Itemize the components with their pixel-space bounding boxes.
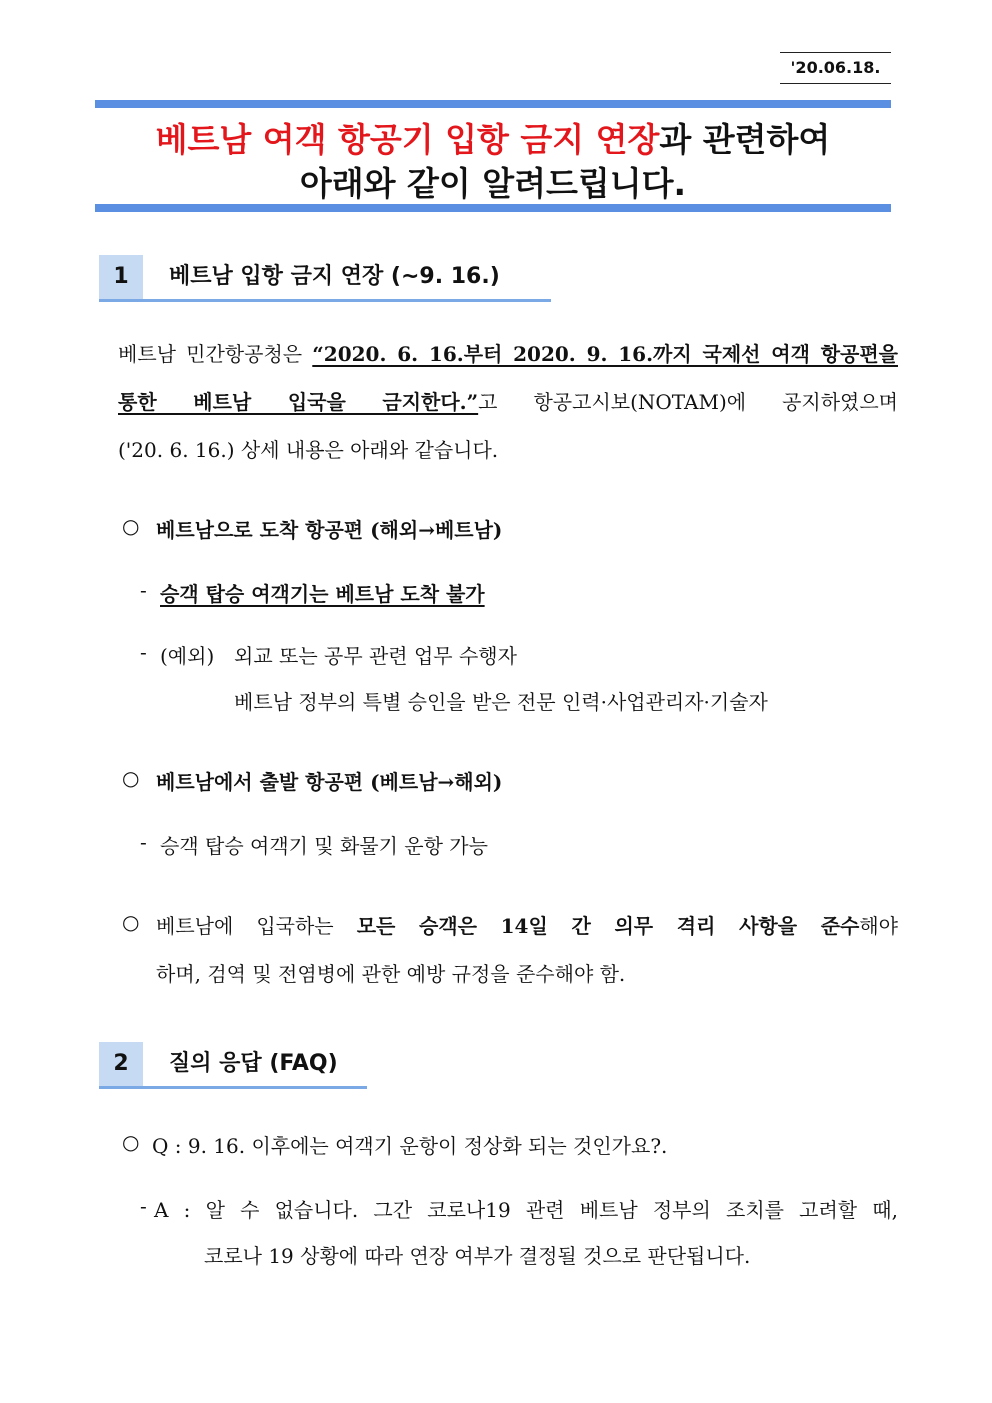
section2-title: 질의 응답 (FAQ) xyxy=(169,1051,338,1076)
intro-line1 xyxy=(118,338,898,367)
arrival-item2-dash: - xyxy=(140,640,147,664)
departure-heading: 베트남에서 출발 항공편 (베트남→해외) xyxy=(156,770,503,794)
arrival-item2-label: (예외) xyxy=(160,644,215,668)
arrival-item1-dash: - xyxy=(140,578,147,602)
section2-header xyxy=(99,1042,367,1086)
departure-item1: 승객 탑승 여객기 및 화물기 운항 가능 xyxy=(160,834,488,858)
faq-answer-dash: - xyxy=(140,1194,147,1218)
arrival-item2-line2: 베트남 정부의 특별 승인을 받은 전문 인력·사업관리자·기술자 xyxy=(234,690,768,714)
section1-header xyxy=(99,255,551,299)
section1-title: 베트남 입항 금지 연장 (~9. 16.) xyxy=(169,264,500,289)
title-bottom-rule xyxy=(95,204,891,212)
faq-answer-line1: A : 알 수 없습니다. 그간 코로나19 관련 베트남 정부의 조치를 고려할 때, xyxy=(154,1198,898,1222)
arrival-item2-line1: 외교 또는 공무 관련 업무 수행자 xyxy=(234,644,517,668)
section2-underline xyxy=(99,1086,367,1089)
title-top-rule xyxy=(95,100,891,108)
quarantine-emphasis: 모든 승객은 14일 간 의무 격리 사항을 준수 xyxy=(356,914,860,938)
arrival-bullet: ○ xyxy=(122,514,140,538)
intro-line2 xyxy=(118,386,898,415)
section2-number: 2 xyxy=(99,1042,143,1086)
quarantine-tail: 해야 xyxy=(859,914,898,938)
title-line2: 아래와 같이 알려드립니다. xyxy=(299,164,687,203)
document-date: '20.06.18. xyxy=(780,52,891,84)
departure-bullet: ○ xyxy=(122,766,140,790)
faq-answer-line2: 코로나 19 상황에 따라 연장 여부가 결정될 것으로 판단됩니다. xyxy=(204,1244,751,1268)
intro-lead: 베트남 민간항공청은 xyxy=(118,342,313,366)
title-highlight: 베트남 여객 항공기 입항 금지 연장 xyxy=(155,120,660,159)
faq-question-bullet: ○ xyxy=(122,1130,140,1154)
quarantine-line2: 하며, 검역 및 전염병에 관한 예방 규정을 준수해야 함. xyxy=(156,962,626,986)
intro-line3: ('20. 6. 16.) 상세 내용은 아래와 같습니다. xyxy=(118,438,499,462)
quarantine-bullet: ○ xyxy=(122,910,140,934)
intro-quote-part2: 통한 베트남 입국을 금지한다.” xyxy=(118,390,479,414)
quarantine-lead: 베트남에 입국하는 xyxy=(156,914,357,938)
title-line1-rest: 과 관련하여 xyxy=(659,120,831,159)
quarantine-line1 xyxy=(156,910,898,939)
arrival-item1: 승객 탑승 여객기는 베트남 도착 불가 xyxy=(160,582,485,606)
intro-quote-part1: “2020. 6. 16.부터 2020. 9. 16.까지 국제선 여객 항공편을 xyxy=(312,342,898,366)
section1-underline xyxy=(99,299,551,302)
section1-number: 1 xyxy=(99,255,143,299)
intro-notam: 고 항공고시보(NOTAM)에 공지하였으며 xyxy=(478,390,899,414)
document-title xyxy=(95,118,891,206)
departure-item1-dash: - xyxy=(140,830,147,854)
arrival-heading: 베트남으로 도착 항공편 (해외→베트남) xyxy=(156,518,503,542)
faq-question: Q : 9. 16. 이후에는 여객기 운항이 정상화 되는 것인가요?. xyxy=(152,1134,668,1158)
